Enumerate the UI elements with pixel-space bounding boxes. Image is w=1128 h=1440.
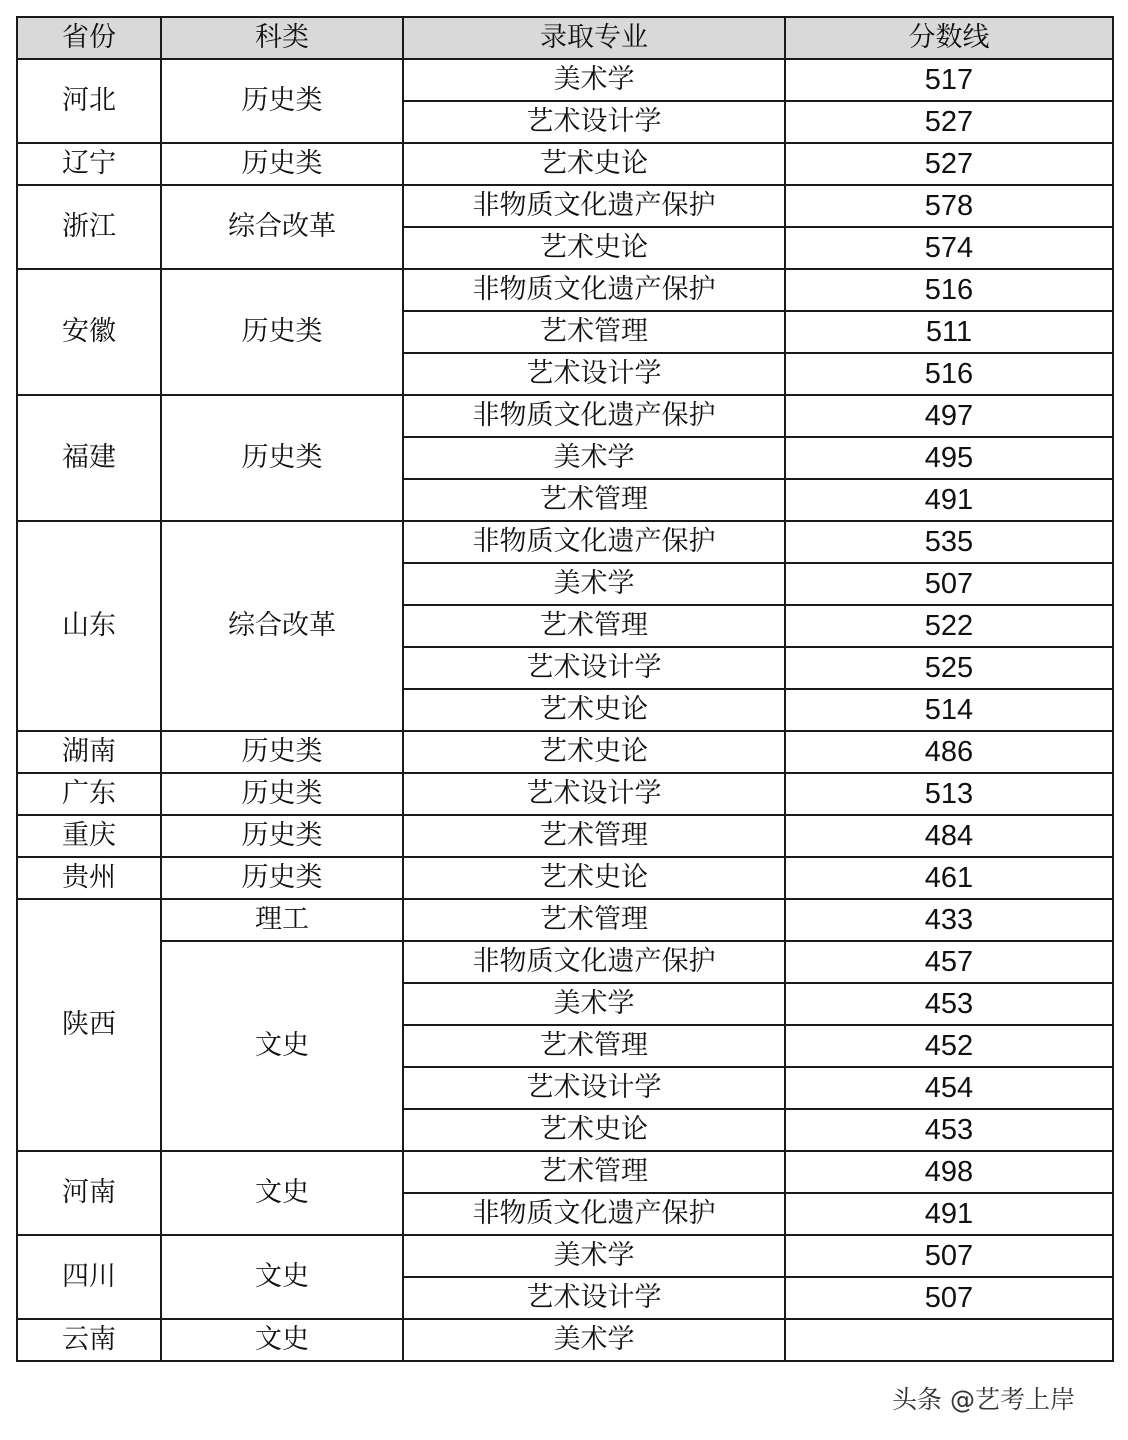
- major-cell: 艺术管理: [403, 899, 785, 941]
- admission-score-table: [16, 16, 1114, 1362]
- province-cell: 山东: [17, 521, 161, 731]
- major-cell: 艺术史论: [403, 227, 785, 269]
- header-score: 分数线: [785, 17, 1113, 59]
- table-row: [17, 731, 1113, 773]
- category-cell: 历史类: [161, 59, 403, 143]
- category-cell: 综合改革: [161, 521, 403, 731]
- major-cell: 艺术史论: [403, 731, 785, 773]
- table-row: [17, 269, 1113, 311]
- major-cell: 艺术管理: [403, 311, 785, 353]
- score-cell: 491: [785, 479, 1113, 521]
- score-cell: 507: [785, 1235, 1113, 1277]
- major-cell: 艺术管理: [403, 1025, 785, 1067]
- province-cell: 浙江: [17, 185, 161, 269]
- score-cell: 527: [785, 101, 1113, 143]
- score-cell: 507: [785, 1277, 1113, 1319]
- province-cell: 贵州: [17, 857, 161, 899]
- score-cell: 527: [785, 143, 1113, 185]
- score-cell: 522: [785, 605, 1113, 647]
- major-cell: 艺术史论: [403, 1109, 785, 1151]
- category-cell: 文史: [161, 941, 403, 1151]
- header-province: 省份: [17, 17, 161, 59]
- table-body: [17, 59, 1113, 1361]
- major-cell: 艺术设计学: [403, 101, 785, 143]
- score-cell: 457: [785, 941, 1113, 983]
- score-cell: 433: [785, 899, 1113, 941]
- score-cell: [785, 1319, 1113, 1361]
- watermark: 头条 @艺考上岸: [892, 1385, 1075, 1414]
- score-cell: 453: [785, 983, 1113, 1025]
- province-cell: 陕西: [17, 899, 161, 1151]
- category-cell: 历史类: [161, 731, 403, 773]
- major-cell: 艺术史论: [403, 689, 785, 731]
- major-cell: 非物质文化遗产保护: [403, 941, 785, 983]
- header-major: 录取专业: [403, 17, 785, 59]
- major-cell: 艺术设计学: [403, 353, 785, 395]
- province-cell: 辽宁: [17, 143, 161, 185]
- table-row: [17, 815, 1113, 857]
- score-cell: 486: [785, 731, 1113, 773]
- major-cell: 艺术设计学: [403, 1067, 785, 1109]
- table-row: [17, 773, 1113, 815]
- table-row: [17, 521, 1113, 563]
- table-row: [17, 857, 1113, 899]
- major-cell: 艺术史论: [403, 143, 785, 185]
- table-row: [17, 941, 1113, 983]
- major-cell: 艺术管理: [403, 479, 785, 521]
- score-cell: 497: [785, 395, 1113, 437]
- category-cell: 历史类: [161, 815, 403, 857]
- score-cell: 535: [785, 521, 1113, 563]
- category-cell: 文史: [161, 1235, 403, 1319]
- category-cell: 理工: [161, 899, 403, 941]
- score-cell: 578: [785, 185, 1113, 227]
- major-cell: 美术学: [403, 563, 785, 605]
- score-cell: 511: [785, 311, 1113, 353]
- score-cell: 452: [785, 1025, 1113, 1067]
- table-row: [17, 185, 1113, 227]
- table-row: [17, 899, 1113, 941]
- table-row: [17, 1151, 1113, 1193]
- table-row: [17, 143, 1113, 185]
- category-cell: 历史类: [161, 857, 403, 899]
- score-cell: 525: [785, 647, 1113, 689]
- province-cell: 湖南: [17, 731, 161, 773]
- category-cell: 综合改革: [161, 185, 403, 269]
- major-cell: 非物质文化遗产保护: [403, 395, 785, 437]
- score-cell: 484: [785, 815, 1113, 857]
- score-cell: 507: [785, 563, 1113, 605]
- score-cell: 495: [785, 437, 1113, 479]
- major-cell: 非物质文化遗产保护: [403, 521, 785, 563]
- province-cell: 云南: [17, 1319, 161, 1361]
- score-cell: 454: [785, 1067, 1113, 1109]
- category-cell: 文史: [161, 1319, 403, 1361]
- score-cell: 516: [785, 269, 1113, 311]
- table-row: [17, 59, 1113, 101]
- province-cell: 广东: [17, 773, 161, 815]
- major-cell: 美术学: [403, 983, 785, 1025]
- score-cell: 491: [785, 1193, 1113, 1235]
- major-cell: 非物质文化遗产保护: [403, 185, 785, 227]
- score-cell: 574: [785, 227, 1113, 269]
- province-cell: 河南: [17, 1151, 161, 1235]
- score-cell: 453: [785, 1109, 1113, 1151]
- category-cell: 历史类: [161, 143, 403, 185]
- major-cell: 美术学: [403, 1235, 785, 1277]
- score-cell: 516: [785, 353, 1113, 395]
- province-cell: 福建: [17, 395, 161, 521]
- table-header-row: [17, 17, 1113, 59]
- major-cell: 非物质文化遗产保护: [403, 1193, 785, 1235]
- score-cell: 514: [785, 689, 1113, 731]
- province-cell: 重庆: [17, 815, 161, 857]
- major-cell: 美术学: [403, 437, 785, 479]
- province-cell: 安徽: [17, 269, 161, 395]
- category-cell: 历史类: [161, 269, 403, 395]
- header-category: 科类: [161, 17, 403, 59]
- table-row: [17, 1235, 1113, 1277]
- major-cell: 美术学: [403, 59, 785, 101]
- major-cell: 艺术设计学: [403, 773, 785, 815]
- score-cell: 461: [785, 857, 1113, 899]
- major-cell: 非物质文化遗产保护: [403, 269, 785, 311]
- major-cell: 艺术设计学: [403, 647, 785, 689]
- table-row: [17, 395, 1113, 437]
- major-cell: 艺术设计学: [403, 1277, 785, 1319]
- major-cell: 美术学: [403, 1319, 785, 1361]
- category-cell: 文史: [161, 1151, 403, 1235]
- major-cell: 艺术史论: [403, 857, 785, 899]
- province-cell: 河北: [17, 59, 161, 143]
- score-cell: 498: [785, 1151, 1113, 1193]
- score-cell: 513: [785, 773, 1113, 815]
- category-cell: 历史类: [161, 395, 403, 521]
- major-cell: 艺术管理: [403, 815, 785, 857]
- major-cell: 艺术管理: [403, 1151, 785, 1193]
- category-cell: 历史类: [161, 773, 403, 815]
- province-cell: 四川: [17, 1235, 161, 1319]
- table-row: [17, 1319, 1113, 1361]
- major-cell: 艺术管理: [403, 605, 785, 647]
- score-cell: 517: [785, 59, 1113, 101]
